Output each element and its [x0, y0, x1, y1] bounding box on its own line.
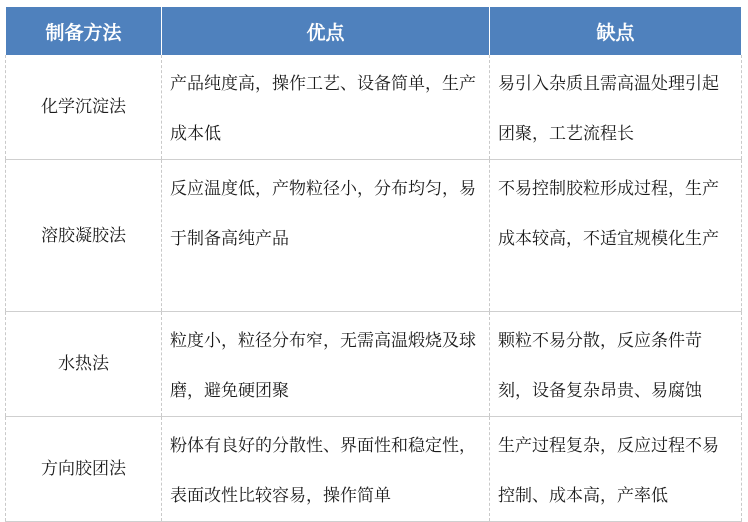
header-method: 制备方法 [6, 7, 162, 55]
table-row [6, 417, 742, 522]
pros-cell: 反应温度低，产物粒径小，分布均匀，易于制备高纯产品 [162, 160, 490, 312]
method-cell: 溶胶凝胶法 [6, 160, 162, 312]
method-cell: 水热法 [6, 312, 162, 417]
method-cell: 方向胶团法 [6, 417, 162, 522]
cons-cell: 易引入杂质且需高温处理引起团聚，工艺流程长 [490, 55, 742, 160]
header-cons: 缺点 [490, 7, 742, 55]
comparison-table [5, 7, 742, 522]
cons-cell: 颗粒不易分散，反应条件苛刻，设备复杂昂贵、易腐蚀 [490, 312, 742, 417]
cons-cell: 生产过程复杂，反应过程不易控制、成本高，产率低 [490, 417, 742, 522]
cons-cell: 不易控制胶粒形成过程，生产成本较高，不适宜规模化生产 [490, 160, 742, 312]
table-row [6, 312, 742, 417]
table-header-row [6, 7, 742, 55]
table-row [6, 160, 742, 312]
header-pros: 优点 [162, 7, 490, 55]
table-row [6, 55, 742, 160]
pros-cell: 产品纯度高，操作工艺、设备简单，生产成本低 [162, 55, 490, 160]
method-cell: 化学沉淀法 [6, 55, 162, 160]
pros-cell: 粒度小，粒径分布窄，无需高温煅烧及球磨，避免硬团聚 [162, 312, 490, 417]
pros-cell: 粉体有良好的分散性、界面性和稳定性，表面改性比较容易，操作简单 [162, 417, 490, 522]
